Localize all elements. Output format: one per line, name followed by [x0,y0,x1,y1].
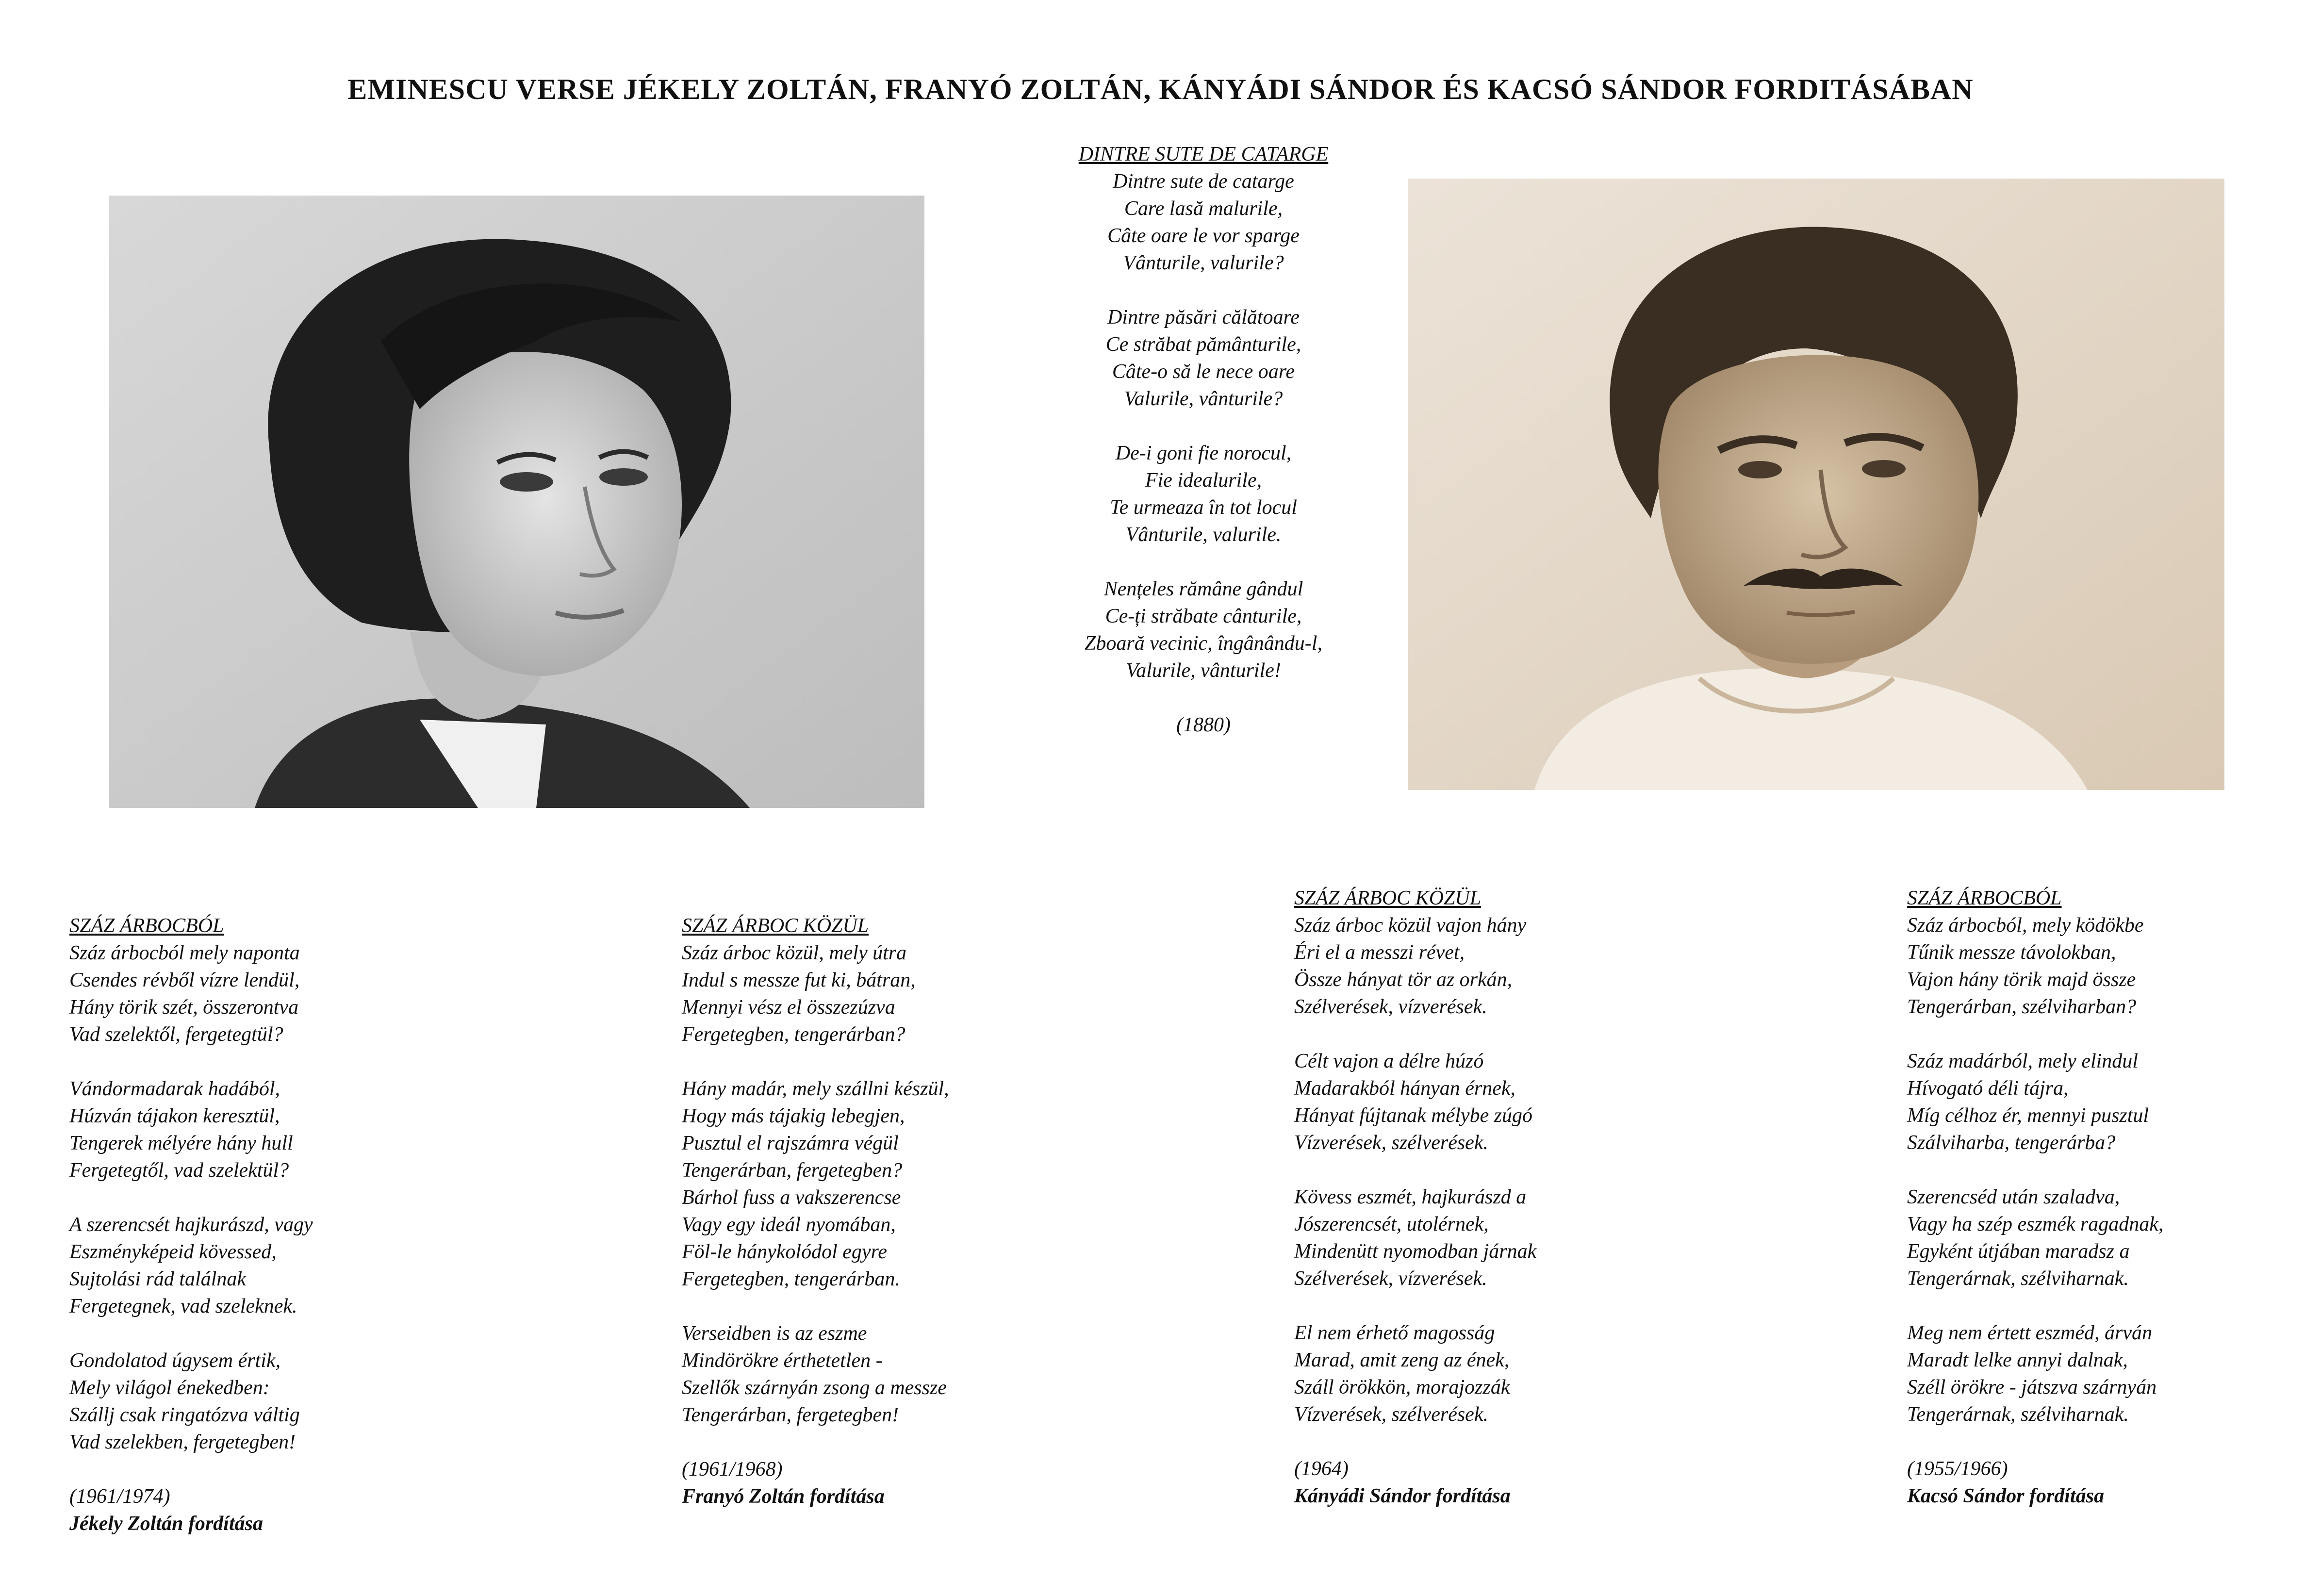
poem-line: Fergetegtől, vad szelektül? [69,1159,289,1182]
poem-line: Hány madár, mely szállni készül, [682,1078,949,1100]
poem-line: Gondolatod úgysem értik, [69,1349,281,1372]
page-title: EMINESCU VERSE JÉKELY ZOLTÁN, FRANYÓ ZOLTÁN, KÁNYÁDI SÁNDOR ÉS KACSÓ SÁNDOR FORDITÁSÁBAN [347,73,1974,105]
poem-stanza [1907,912,2321,1020]
poem-line: Tengerárnak, szélviharnak. [1907,1403,2129,1426]
poem-stanza [69,1075,506,1184]
translator-credit: Kacsó Sándor fordítása [1907,1485,2105,1507]
poem-line: Valurile, vânturile! [1126,659,1281,682]
poem-line: Sujtolási rád találnak [69,1268,247,1290]
poem-line: Föl-le hánykolódol egyre [682,1241,887,1263]
poem-stanza [1009,576,1398,684]
poem-line: Maradt lelke annyi dalnak, [1907,1349,2128,1371]
poem-line: A szerencsét hajkurászd, vagy [69,1214,313,1236]
poem-line: Szélverések, vízverések. [1294,996,1487,1018]
poem-line: Vajon hány törik majd össze [1907,969,2136,991]
poem-line: Mindenütt nyomodban járnak [1294,1240,1537,1263]
poem-stanza [1294,1184,1731,1292]
poem-line: Zboară vecinic, îngânându-l, [1085,632,1322,655]
poem-line: Célt vajon a délre húzó [1294,1050,1484,1072]
poem-line: Széll örökre - játszva szárnyán [1907,1376,2157,1399]
poem-line: Száz madárból, mely elindul [1907,1050,2138,1072]
poem-line: Hívogató déli tájra, [1907,1077,2069,1100]
poem-line: Vagy ha szép eszmék ragadnak, [1907,1213,2164,1235]
poem-line: Szálviharba, tengerárba? [1907,1132,2116,1154]
translation-year: (1961/1974) [69,1485,170,1508]
poem-line: Eszményképeid kövessed, [69,1241,277,1263]
poem-line: Tűnik messze távolokban, [1907,941,2116,964]
poem-line: Tengerárban, szélviharban? [1907,996,2137,1018]
poem-stanza [682,939,1119,1048]
poem-stanza [1294,912,1731,1020]
poem-line: Hogy más tájakig lebegjen, [682,1105,905,1127]
translator-credit: Kányádi Sándor fordítása [1294,1485,1511,1507]
translator-credit: Franyó Zoltán fordítása [682,1485,885,1508]
poem-line: Egyként útjában maradsz a [1907,1240,2130,1263]
translation-heading: SZÁZ ÁRBOC KÖZÜL [682,915,869,937]
poem-stanza [69,1347,506,1456]
poem-line: Vad szelekben, fergetegben! [69,1431,296,1453]
poem-line: Tengerárban, fergetegben! [682,1404,899,1426]
poem-line: Marad, amit zeng az ének, [1294,1349,1510,1371]
poem-line: Ce-ți străbate cânturile, [1105,605,1302,627]
translation-year: (1955/1966) [1907,1458,2008,1480]
poem-line: Fergetegben, tengerárban. [682,1268,900,1290]
poem-line: Vízverések, szélverések. [1294,1132,1488,1154]
poem-line: Tengerárban, fergetegben? [682,1159,903,1182]
poem-stanza [1907,1048,2321,1156]
poem-line: Száz árboc közül, mely útra [682,942,907,964]
poem-line: Száz árboc közül vajon hány [1294,914,1527,937]
poem-line: Fergetegnek, vad szeleknek. [69,1295,297,1317]
poem-stanza [1907,1319,2321,1428]
original-poem-year: (1880) [1176,714,1231,736]
poem-line: Száll örökkön, morajozzák [1294,1376,1510,1399]
poem-line: Pusztul el rajszámra végül [682,1132,899,1154]
poem-stanza [682,1075,1119,1293]
poem-line: El nem érhető magosság [1294,1322,1495,1344]
poem-stanza [1294,1048,1731,1156]
poem-line: Madarakból hányan érnek, [1294,1077,1516,1100]
poem-stanza [1009,168,1398,277]
original-poem [1009,141,1398,739]
poem-line: Verseidben is az eszme [682,1322,867,1345]
poem-line: Te urmeaza în tot locul [1110,496,1297,519]
poem-line: Ce străbat pământurile, [1105,333,1301,356]
poem-stanza [1907,1184,2321,1292]
poem-line: Éri el a messzi révet, [1294,941,1465,964]
poem-line: Míg célhoz ér, mennyi pusztul [1907,1104,2149,1127]
translation-heading: SZÁZ ÁRBOCBÓL [1907,887,2062,909]
poem-line: Szállj csak ringatózva váltig [69,1404,300,1426]
translation-heading: SZÁZ ÁRBOCBÓL [69,915,224,937]
poem-line: Jószerencsét, utolérnek, [1294,1213,1489,1235]
poem-line: Dintre sute de catarge [1113,170,1294,193]
poem-line: Mindörökre érthetetlen - [682,1349,883,1372]
poem-line: De-i goni fie norocul, [1115,442,1292,464]
poem-line: Vagy egy ideál nyomában, [682,1214,896,1236]
poem-line: Nențeles rămâne gândul [1103,578,1303,600]
portrait-photo-right [1408,179,2224,790]
poem-stanza [69,1211,506,1320]
poem-line: Care lasă malurile, [1124,197,1283,220]
translation-kanyadi [1294,885,1731,1510]
poem-line: Össze hányat tör az orkán, [1294,969,1513,991]
poem-line: Meg nem értett eszméd, árván [1907,1322,2153,1344]
poem-line: Hány törik szét, összerontva [69,996,299,1019]
poem-line: Szellők szárnyán zsong a messze [682,1377,947,1399]
poem-line: Csendes révből vízre lendül, [69,969,300,991]
poem-line: Tengerek mélyére hány hull [69,1132,293,1154]
poem-line: Bárhol fuss a vakszerencse [682,1186,901,1209]
poem-line: Vânturile, valurile. [1125,524,1282,546]
poem-line: Vad szelektől, fergetegtül? [69,1023,283,1046]
poem-line: Tengerárnak, szélviharnak. [1907,1267,2129,1290]
portrait-photo-left [109,196,924,808]
poem-stanza [682,1320,1119,1429]
poem-line: Vízverések, szélverések. [1294,1403,1488,1426]
poem-line: Mennyi vész el összezúzva [682,996,895,1019]
poem-line: Câte oare le vor sparge [1107,225,1300,247]
poem-line: Szerencséd után szaladva, [1907,1186,2120,1208]
poem-line: Száz árbocból mely naponta [69,942,300,964]
poem-line: Vânturile, valurile? [1123,252,1284,274]
poem-line: Vándormadarak hadából, [69,1078,280,1100]
translation-kacso [1907,885,2321,1510]
translation-franyo [682,912,1119,1510]
poem-line: Kövess eszmét, hajkurászd a [1294,1186,1527,1208]
translation-year: (1961/1968) [682,1458,783,1481]
translation-year: (1964) [1294,1458,1349,1480]
poem-line: Szélverések, vízverések. [1294,1267,1487,1290]
translation-heading: SZÁZ ÁRBOC KÖZÜL [1294,887,1481,909]
poem-stanza [1009,440,1398,548]
poem-stanza [1009,304,1398,412]
poem-line: Valurile, vânturile? [1124,388,1283,410]
original-poem-heading: DINTRE SUTE DE CATARGE [1078,143,1329,165]
poem-line: Fergetegben, tengerárban? [682,1023,905,1046]
poem-line: Câte-o să le nece oare [1112,361,1295,383]
poem-line: Hányat fújtanak mélybe zúgó [1294,1104,1533,1127]
translator-credit: Jékely Zoltán fordítása [69,1513,263,1535]
poem-line: Húzván tájakon keresztül, [69,1105,280,1127]
poem-line: Mely világol énekedben: [69,1377,270,1399]
poem-line: Dintre păsări călătoare [1107,306,1300,329]
poem-stanza [69,939,506,1048]
translation-jekely [69,912,506,1537]
portrait-left-icon [109,196,924,808]
poem-line: Száz árbocból, mely ködökbe [1907,914,2144,937]
portrait-right-icon [1408,179,2224,790]
poem-line: Fie idealurile, [1145,469,1262,492]
poem-line: Indul s messze fut ki, bátran, [682,969,916,991]
poem-stanza [1294,1319,1731,1428]
